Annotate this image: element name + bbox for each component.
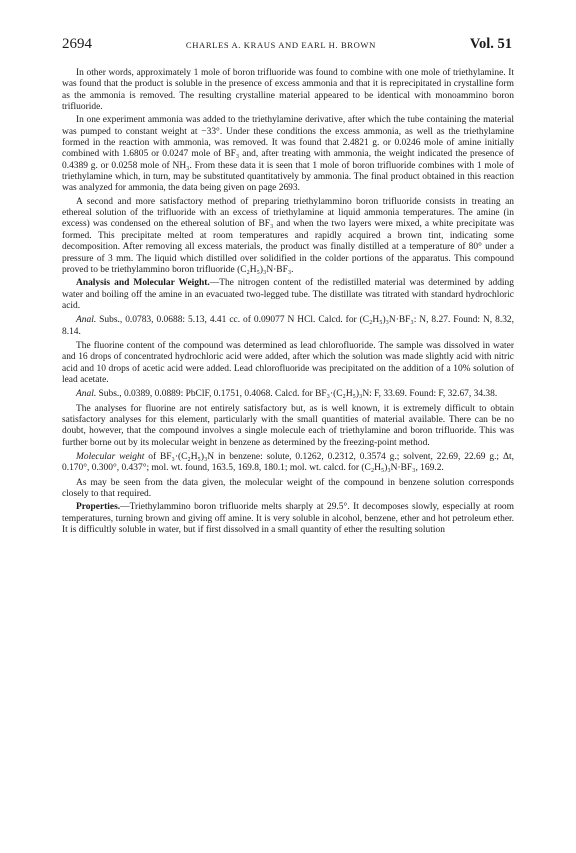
mw-label: Molecular weight bbox=[76, 452, 145, 462]
paragraph: A second and more satisfactory method of preparing triethylammino boron trifluoride consists in treating an ethereal solution of the trifluoride with an excess of triethylamine at liquid ammonia temperatures. The amine (in excess) was condensed on the ethereal solution of BF₃ and when the two layers were mixed, a white precipitate was formed. This precipitate melted at room temperatures and rapidly acquired a brown tint, indicating some decomposition. After removing all excess materials, the product was finally distilled at a temperature of 80° under a pressure of 3 mm. The liquid which distilled over solidified in the colder portions of the apparatus. This compound proved to be triethylammino boron trifluoride (C₂H₅)₃N·BF₃. bbox=[62, 196, 514, 275]
mw-text: of BF₃·(C₂H₅)₃N in benzene: solute, 0.1262, 0.2312, 0.3574 g.; solvent, 22.69, 22.69 g.; Δt, 0.170°, 0.300°, 0.437°; mol. wt. found, 163.5, 169.8, 180.1; mol. wt. calcd. for (C₂H₅)₃N·BF₃, 169.2. bbox=[62, 452, 514, 474]
running-title: CHARLES A. KRAUS AND EARL H. BROWN bbox=[185, 40, 376, 50]
analysis-nitrogen bbox=[62, 315, 514, 338]
volume-label: Vol. 51 bbox=[469, 36, 512, 52]
article-body bbox=[62, 68, 514, 536]
analysis-fluorine bbox=[62, 389, 514, 400]
paragraph: As may be seen from the data given, the molecular weight of the compound in benzene solution corresponds closely to that required. bbox=[62, 477, 514, 500]
properties-section bbox=[62, 502, 514, 536]
paragraph: In other words, approximately 1 mole of boron trifluoride was found to combine with one mole of triethylamine. It was found that the product is soluble in the presence of excess ammonia and that it is reprecipitated in crystalline form as the ammonia is removed. The resulting crystalline material appeared to be identical with monoammino boron trifluoride. bbox=[62, 68, 514, 113]
section-heading: Properties. bbox=[76, 502, 121, 513]
anal-label: Anal. bbox=[76, 389, 97, 400]
molecular-weight-data bbox=[62, 452, 514, 475]
running-header bbox=[62, 36, 512, 52]
paragraph: The fluorine content of the compound was determined as lead chlorofluoride. The sample was dissolved in water and 16 drops of concentrated hydrochloric acid were added, after which the solution was made slightly acid with nitric acid and 10 drops of acetic acid were added. Lead chlorofluoride was precipitated on the addition of a 10% solution of lead acetate. bbox=[62, 340, 514, 385]
section-heading: Analysis and Molecular Weight. bbox=[76, 278, 210, 289]
analysis-section bbox=[62, 278, 514, 312]
page-number: 2694 bbox=[62, 36, 92, 52]
anal-label: Anal. bbox=[76, 315, 97, 326]
section-text: —The nitrogen content of the redistilled material was determined by adding water and boiling off the amine in an evacuated two-legged tube. The distillate was titrated with standard hydrochloric acid. bbox=[62, 278, 514, 311]
paragraph: In one experiment ammonia was added to the triethylamine derivative, after which the tube containing the material was pumped to constant weight at −33°. Under these conditions the excess ammonia, as well as the triethylamine formed in the reaction with ammonia, was removed. It was found that 2.4821 g. or 0.0246 mole of amine initially combined with 1.6805 or 0.0247 mole of BF₃ and, after treating with ammonia, the weight indicated the presence of 0.4389 g. or 0.0258 mole of NH₃. From these data it is seen that 1 mole of boron trifluoride combines with 1 mole of triethylamine which, in turn, may be substituted quantitatively by ammonia. The final product obtained in this reaction was analyzed for ammonia, the data being given on page 2693. bbox=[62, 115, 514, 194]
anal-text: Subs., 0.0389, 0.0889: PbClF, 0.1751, 0.4068. Calcd. for BF₃·(C₂H₅)₃N: F, 33.69. Found: F, 32.67, 34.38. bbox=[96, 389, 498, 400]
anal-text: Subs., 0.0783, 0.0688: 5.13, 4.41 cc. of 0.09077 N HCl. Calcd. for (C₂H₅)₃N·BF₃: N, 8.27. Found: N, 8.32, 8.14. bbox=[62, 315, 514, 337]
paragraph: The analyses for fluorine are not entirely satisfactory but, as is well known, it is extremely difficult to obtain satisfactory analyses for this element, particularly with the small quantities of material available. There can be no doubt, however, that the compound involves a single molecule each of triethylamine and boron trifluoride. This was further borne out by its molecular weight in benzene as determined by the freezing-point method. bbox=[62, 403, 514, 448]
section-text: —Triethylammino boron trifluoride melts sharply at 29.5°. It decomposes slowly, especially at room temperatures, turning brown and giving off amine. It is very soluble in alcohol, benzene, ether and hot petroleum ether. It is difficultly soluble in water, but if first dissolved in a small quantity of ether the resulting solution bbox=[62, 502, 514, 536]
